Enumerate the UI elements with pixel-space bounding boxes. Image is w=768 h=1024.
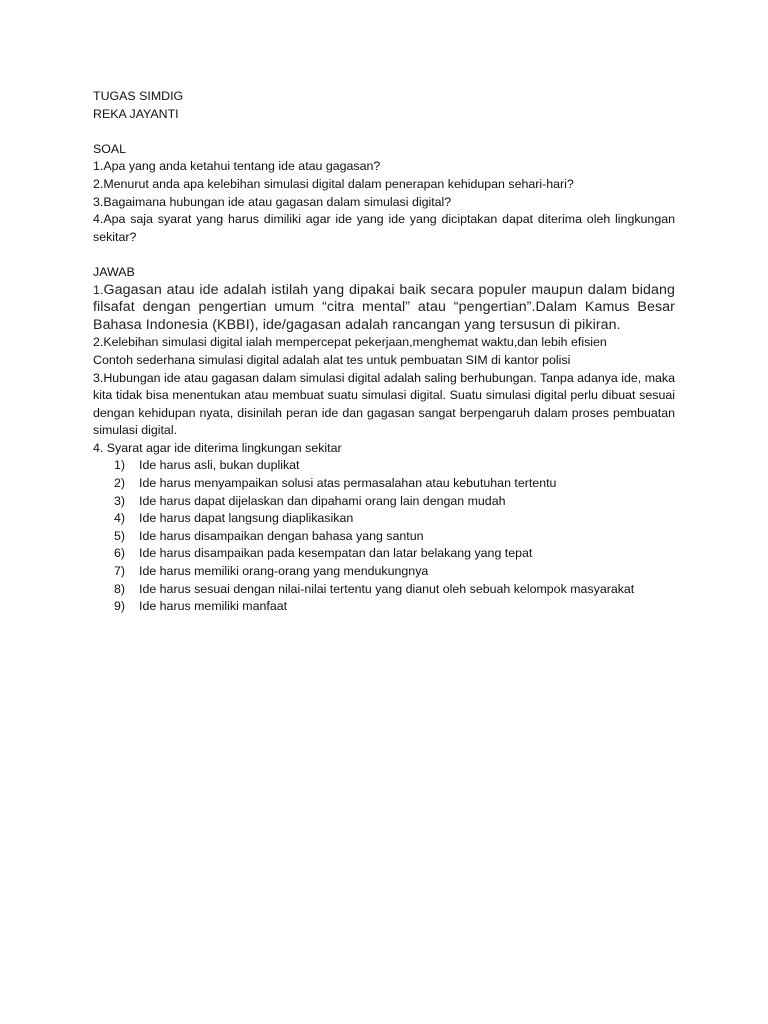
- list-item-text: Ide harus menyampaikan solusi atas permasalahan atau kebutuhan tertentu: [139, 476, 557, 491]
- list-item: [93, 457, 675, 475]
- list-item: [93, 545, 675, 563]
- list-item-text: Ide harus dapat dijelaskan dan dipahami orang lain dengan mudah: [139, 493, 506, 508]
- list-item: [93, 528, 675, 546]
- question-1: 1.Apa yang anda ketahui tentang ide atau gagasan?: [93, 159, 381, 174]
- document-page: [93, 88, 675, 616]
- criteria-list: [93, 457, 675, 615]
- soal-heading: SOAL: [93, 141, 127, 156]
- list-item-text: Ide harus dapat langsung diaplikasikan: [139, 511, 354, 526]
- list-item: [93, 563, 675, 581]
- answer-1: [93, 282, 675, 335]
- list-item-number: 7): [114, 564, 126, 579]
- question-2: 2.Menurut anda apa kelebihan simulasi digital dalam penerapan kehidupan sehari-hari?: [93, 176, 574, 191]
- answer-3: 3.Hubungan ide atau gagasan dalam simulasi digital adalah saling berhubungan. Tanpa adanya ide, maka kita tidak bisa menentukan atau membuat suatu simulasi digital. Suatu simulasi digital perlu dibuat sesuai dengan kehidupan nyata, disinilah peran ide dan gagasan sangat berpengaruh dalam proses pembuatan simulasi digital.: [93, 370, 675, 438]
- list-item-number: 5): [114, 528, 126, 543]
- question-list: [93, 158, 675, 246]
- list-item-text: Ide harus disampaikan dengan bahasa yang santun: [139, 528, 424, 543]
- list-item: [93, 493, 675, 511]
- spacer: [93, 246, 675, 264]
- answer-4-intro: 4. Syarat agar ide diterima lingkungan sekitar: [93, 440, 342, 455]
- list-item-text: Ide harus memiliki orang-orang yang mendukungnya: [139, 564, 429, 579]
- list-item: [93, 510, 675, 528]
- jawab-heading: JAWAB: [93, 264, 135, 279]
- question-3: 3.Bagaimana hubungan ide atau gagasan dalam simulasi digital?: [93, 194, 452, 209]
- spacer: [93, 123, 675, 141]
- list-item-number: 9): [114, 599, 126, 614]
- author-name: REKA JAYANTI: [93, 106, 179, 121]
- list-item-text: Ide harus memiliki manfaat: [139, 599, 288, 614]
- answer-2: 2.Kelebihan simulasi digital ialah mempercepat pekerjaan,menghemat waktu,dan lebih efisien: [93, 335, 607, 350]
- list-item-number: 2): [114, 476, 126, 491]
- list-item-number: 8): [114, 581, 126, 596]
- list-item: [93, 581, 675, 599]
- list-item-text: Ide harus sesuai dengan nilai-nilai tertentu yang dianut oleh sebuah kelompok masyarakat: [139, 581, 635, 596]
- answer-1-text: Gagasan atau ide adalah istilah yang dipakai baik secara populer maupun dalam bidang filsafat dengan pengertian umum “citra mental” atau “pengertian”.Dalam Kamus Besar Bahasa Indonesia (KBBI), ide/gagasan adalah rancangan yang tersusun di pikiran.: [93, 281, 675, 333]
- list-item: [93, 598, 675, 616]
- list-item-number: 6): [114, 546, 126, 561]
- list-item-number: 4): [114, 511, 126, 526]
- document-title: TUGAS SIMDIG: [93, 89, 184, 103]
- question-4: 4.Apa saja syarat yang harus dimiliki agar ide yang ide yang diciptakan dapat diterima oleh lingkungan sekitar?: [93, 212, 675, 244]
- list-item: [93, 475, 675, 493]
- list-item-number: 3): [114, 493, 126, 508]
- list-item-text: Ide harus asli, bukan duplikat: [139, 458, 300, 473]
- answer-2-example: Contoh sederhana simulasi digital adalah alat tes untuk pembuatan SIM di kantor polisi: [93, 352, 571, 367]
- answer-1-number: 1.: [93, 282, 104, 297]
- list-item-text: Ide harus disampaikan pada kesempatan dan latar belakang yang tepat: [139, 546, 533, 561]
- list-item-number: 1): [114, 458, 126, 473]
